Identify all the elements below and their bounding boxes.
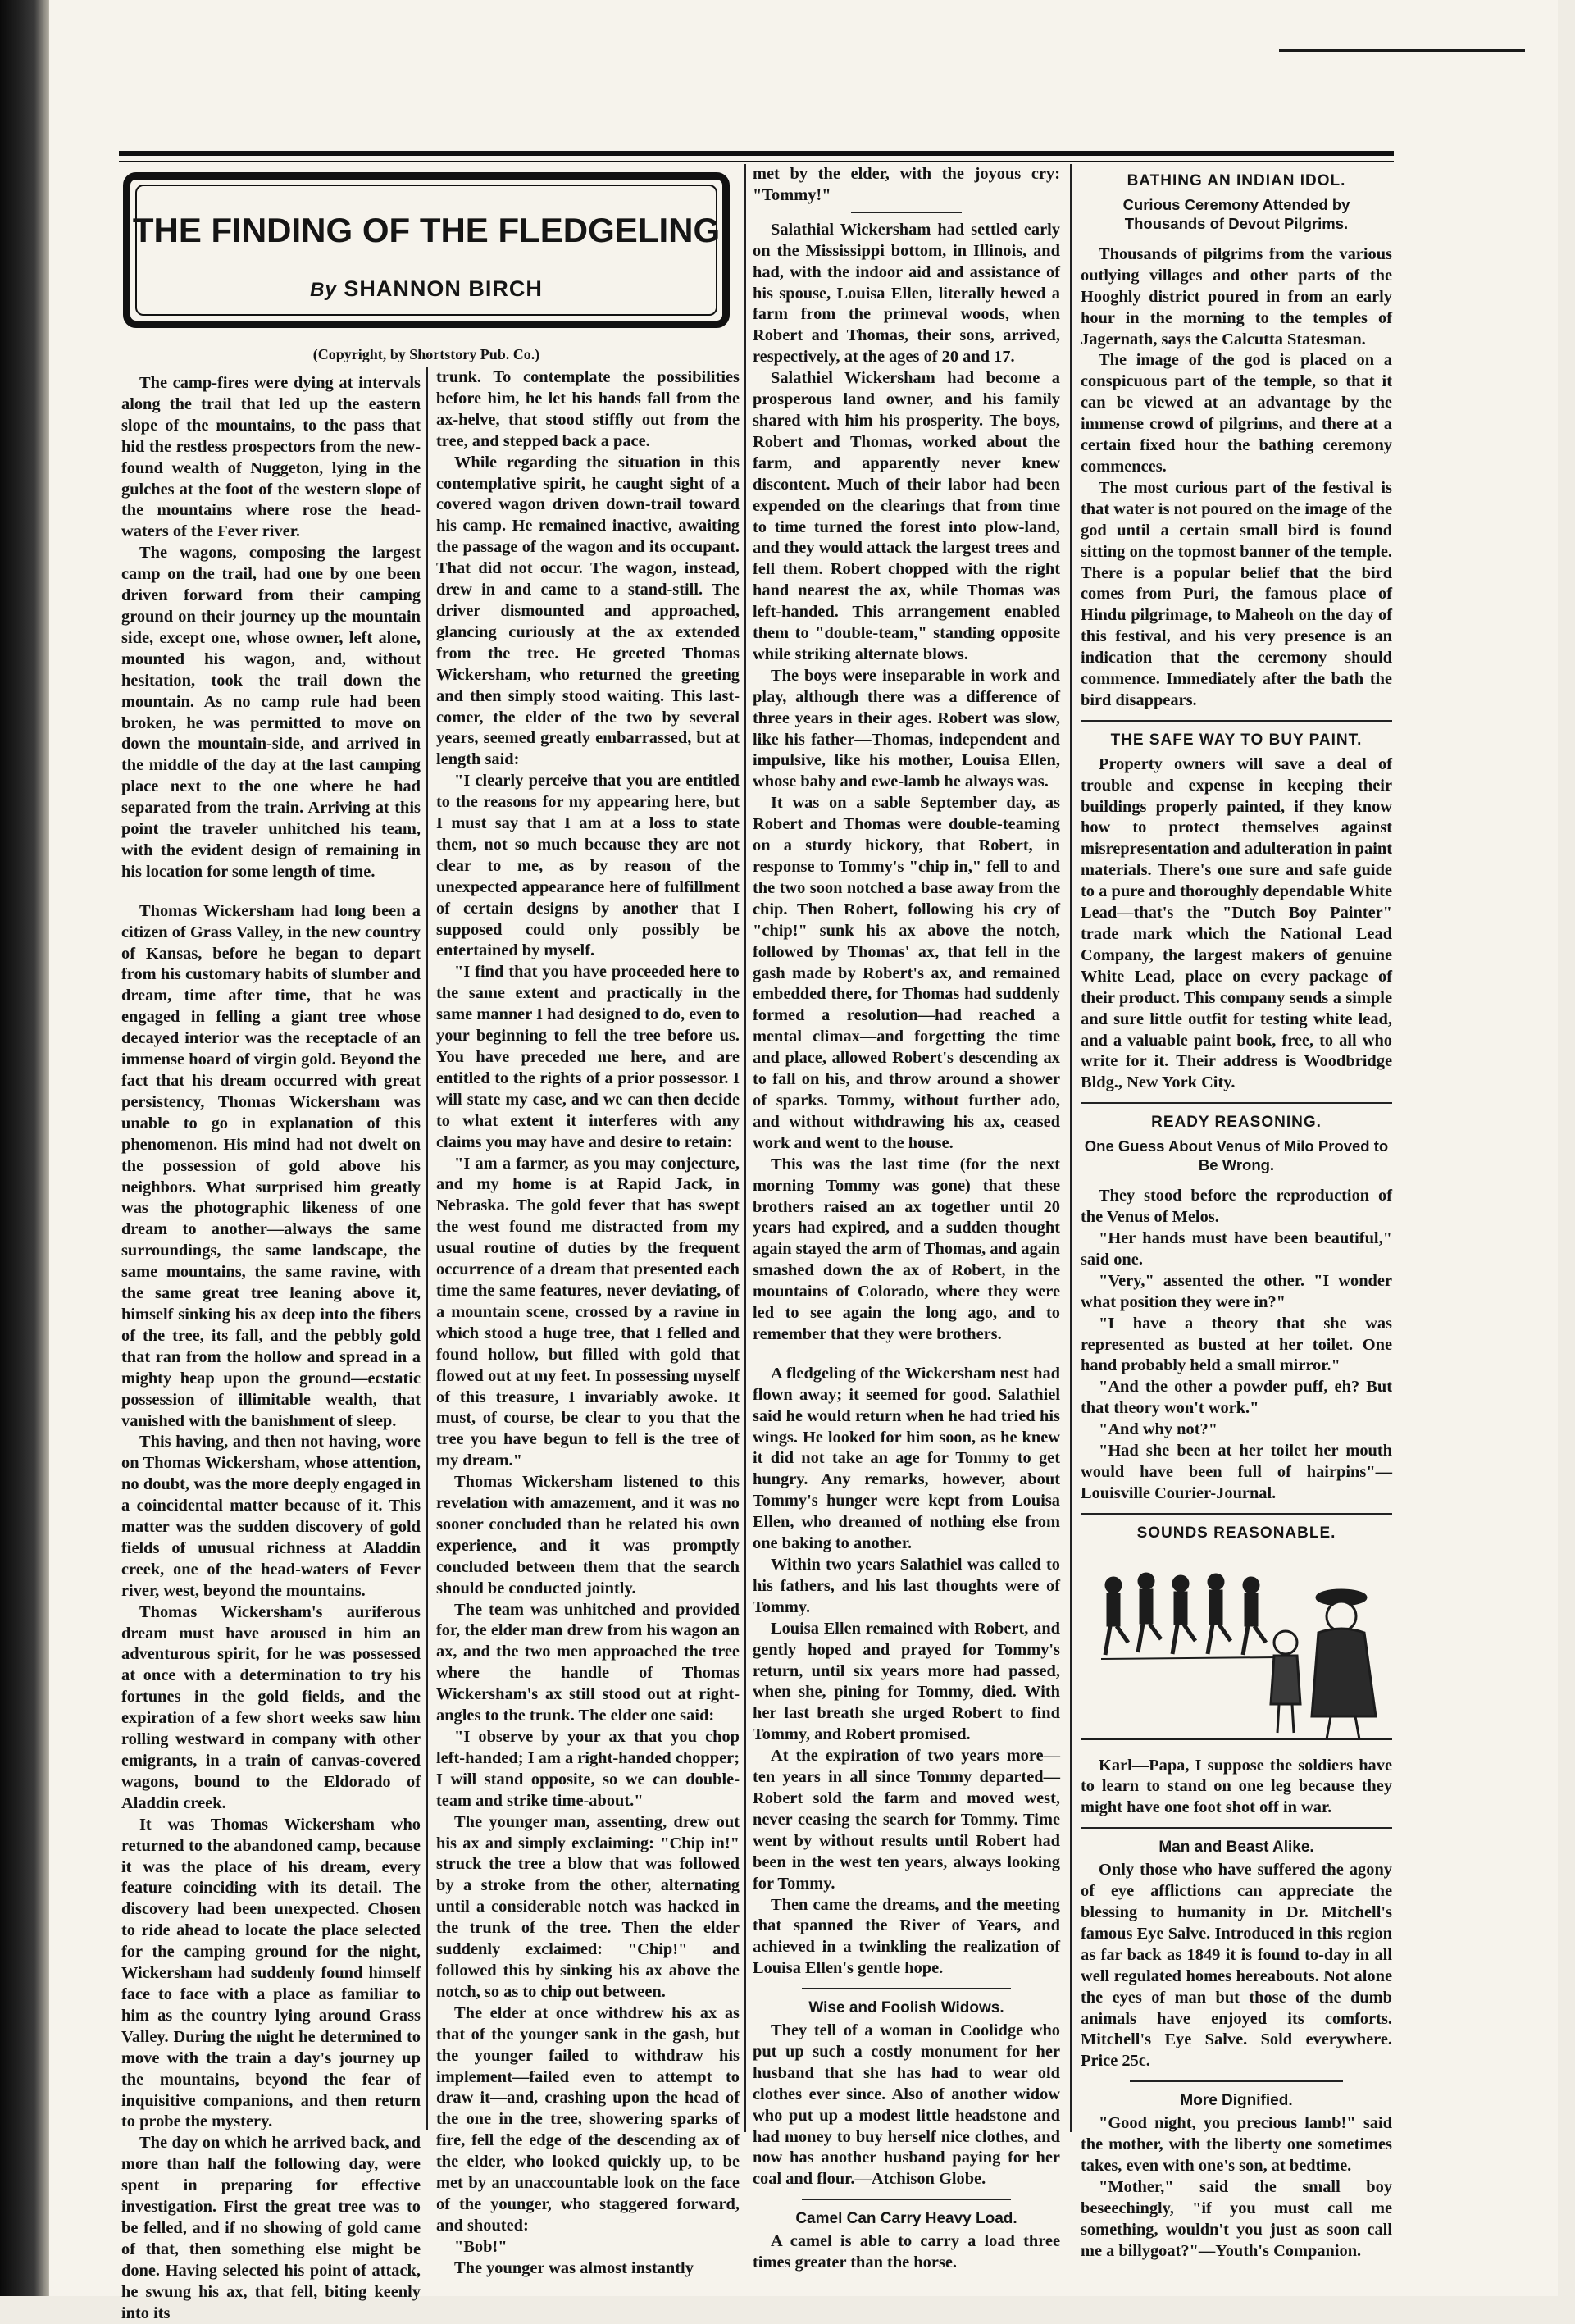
- story-paragraph: A fledgeling of the Wickersham nest had flown away; it seemed for good. Salathiel said he would return when he had tried his wings. He looked for him soon, as he knew it did not take an age for Tommy to get hungry. Any remarks, however, about Tommy's hunger were kept from Louisa Ellen, who dreamed of nothing else from one baking to another.: [753, 1364, 1060, 1553]
- paragraph-gap: [753, 1346, 1060, 1364]
- story-paragraph: This having, and then not having, wore on Thomas Wickersham, whose attention, no doubt, was the more deeply engaged in a coincidental matter because of it. This matter was the sudden discovery of gold fields of unusual richness at Aladdin creek, one of the head-waters of Fever river, west, beyond the mountains.: [121, 1433, 421, 1600]
- sounds-caption: Karl—Papa, I suppose the soldiers have to learn to stand on one leg because they might have one foot shot off in war.: [1081, 1756, 1392, 1817]
- page-corner-rule: [1279, 49, 1525, 84]
- copyright-line: (Copyright, by Shortstory Pub. Co.): [312, 346, 540, 362]
- column-divider-2: [744, 164, 746, 2132]
- camel-heading: Camel Can Carry Heavy Load.: [795, 2210, 1017, 2228]
- byline-author: SHANNON BIRCH: [344, 276, 543, 301]
- reasoning-paragraph: "Her hands must have been beautiful," said one.: [1081, 1228, 1392, 1269]
- sounds-heading: SOUNDS REASONABLE.: [1136, 1524, 1336, 1542]
- right-column: [1081, 164, 1392, 2262]
- story-paragraph: Thomas Wickersham listened to this revelation with amazement, and it was no sooner concluded than he related his own experience, and it was promptly concluded between them that the search should be conducted jointly.: [436, 1473, 740, 1597]
- story-title: THE FINDING OF THE FLEDGELING: [132, 211, 721, 249]
- section-divider: [1081, 1513, 1392, 1515]
- idol-paragraph: Thousands of pilgrims from the various outlying villages and other parts of the Hooghly district poured in from an early hour in the morning to the temples of Jagernath, says the Calcutta Statesman.: [1081, 244, 1392, 349]
- story-paragraph: The day on which he arrived back, and more than half the following day, were spent in preparing for effective investigation. First the great tree was to be felled, and if no showing of gold came of that, then something else might be done. Having selected his point of attack, he swung his ax, that fell, biting keenly into its: [121, 2134, 421, 2322]
- story-column-1: [121, 373, 421, 2324]
- story-paragraph: "Bob!": [454, 2237, 508, 2256]
- story-paragraph: It was on a sable September day, as Robert and Thomas were double-teaming on a sturdy hickory, that Robert, in response to Tommy's "chip in," fell to and the two soon notched a base away from the chip. Then Robert, following his cry of "chip!" sunk his ax above the notch, followed by Thomas' ax, that fell in the gash made by Robert's ax, and remained embedded there, for Thomas had suddenly formed a resolution—had reached a mental climax—and forgetting the time and place, allowed Robert's descending ax to fall on his, and throw around a shower of sparks. Tommy, without further ado, and without withdrawing his ax, ceased work and went to the house.: [753, 794, 1060, 1152]
- story-paragraph: The boys were inseparable in work and play, although there was a difference of three years in their ages. Robert was slow, like his father—Thomas, independent and impulsive, like his mother, Louisa Ellen, whose baby and ewe-lamb he always was.: [753, 666, 1060, 791]
- story-paragraph: met by the elder, with the joyous cry: "Tommy!": [753, 165, 1060, 204]
- widows-heading: Wise and Foolish Widows.: [808, 1999, 1004, 2017]
- section-divider: [1130, 2080, 1343, 2082]
- story-paragraph: The younger was almost instantly: [454, 2258, 694, 2277]
- top-rule: [119, 151, 1394, 156]
- story-paragraph: The camp-fires were dying at intervals along the trail that led up the eastern slope of the mountains, to the pass that hid the restless prospectors from the new-found wealth of Nuggeton, lying in the gulches at the foot of the western slope of the mountains where rose the head-waters of the Fever river.: [121, 374, 421, 541]
- paragraph-gap: [121, 883, 421, 901]
- section-divider: [851, 212, 962, 213]
- reasoning-heading: READY REASONING.: [1151, 1114, 1322, 1132]
- column-divider-1: [426, 367, 428, 2130]
- story-paragraph: "I clearly perceive that you are entitled to the reasons for my appearing here, but I must say that I am at a loss to state them, not so much because they are not clear to me, as by reason of the unexpected appearance here of fulfillment of certain designs by another that I supposed could only possibly be entertained by myself.: [436, 772, 740, 960]
- section-divider: [802, 2199, 1011, 2200]
- beast-heading: Man and Beast Alike.: [1158, 1839, 1314, 1857]
- dignified-heading: More Dignified.: [1180, 2092, 1293, 2110]
- story-column-3: [753, 164, 1060, 2274]
- story-paragraph: This was the last time (for the next morning Tommy was gone) that these brothers raised an ax together until 20 years had expired, and a sudden thought again stayed the arm of Thomas, and again smashed down the ax of Robert, in the mountains of Colorado, where they were led to see again the long ago, and to remember that they were brothers.: [753, 1155, 1060, 1343]
- paint-heading: THE SAFE WAY TO BUY PAINT.: [1110, 731, 1363, 749]
- story-paragraph: The wagons, composing the largest camp on the trail, had one by one been driven forward from their camping ground on their journey up the mountain side, except one, whose owner, left alone, mounted his wagon, and, without hesitation, took the trail down the mountain. As no camp rule had been broken, he was permitted to move on down the mountain-side, and arrived in the middle of the day at the last camping place next to the one where he had separated from the train. Arriving at this point the traveler unhitched his team, with the evident design of remaining in his location for some length of time.: [121, 544, 421, 881]
- story-paragraph: Within two years Salathiel was called to his fathers, and his last thoughts were of Tommy.: [753, 1556, 1060, 1616]
- story-paragraph: It was Thomas Wickersham who returned to the abandoned camp, because it was the place of his dream, every feature coinciding with its detail. The discovery had been unexpected. Chosen to ride ahead to locate the place selected for the camping ground for the night, Wickersham had suddenly found himself face to face with a place as familiar to him as the country lying around Grass Valley. During the night he determined to move with the train a day's journey up the mountains, beyond the fear of inquisitive companions, and then return to probe the mystery.: [121, 1815, 421, 2131]
- idol-heading: BATHING AN INDIAN IDOL.: [1127, 172, 1346, 189]
- story-paragraph: Then came the dreams, and the meeting that spanned the River of Years, and achieved in a twinkling the realization of Louisa Ellen's gentle hope.: [753, 1895, 1060, 1978]
- story-paragraph: At the expiration of two years more—ten years in all since Tommy departed—Robert sold the farm and moved west, never ceasing the search for Tommy. Time went by without results until Robert had been in the west ten years, always looking for Tommy.: [753, 1747, 1060, 1893]
- reasoning-paragraph: "And why not?": [1099, 1420, 1218, 1439]
- camel-text: A camel is able to carry a load three times greater than the horse.: [753, 2232, 1060, 2272]
- dignified-paragraph: "Mother," said the small boy beseechingly, "if you must call me something, wouldn't you just as soon call me a billygoat?"—Youth's Companion.: [1081, 2177, 1392, 2260]
- top-rule-thin: [119, 161, 1394, 162]
- reasoning-paragraph: "I have a theory that she was represented as busted at her toilet. One hand probably held a small mirror.": [1081, 1314, 1392, 1375]
- story-column-2: [436, 367, 740, 2280]
- story-paragraph: Thomas Wickersham had long been a citizen of Grass Valley, in the new country of Kansas, before he began to depart from his customary habits of slumber and dream, time after time, that he was engaged in felling a giant tree whose decayed interior was the receptacle of an immense hoard of virgin gold. Beyond the fact that his dream occurred with great persistency, Thomas Wickersham was unable to go in explanation of this phenomenon. His mind had not dwelt on the possession of gold above his neighbors. What surprised him greatly was the photographic likeness of one dream to another—always the same surroundings, the same landscape, the same mountains, the same ravine, with the same great tree leaning above it, himself sinking his ax deep into the fibers of the tree, its fall, and the pebbly gold that ran from the hollow and spread in a mighty heap upon the ground—ecstatic possession of illimitable wealth, that vanished with the banishment of sleep.: [121, 901, 421, 1430]
- story-paragraph: The team was unhitched and provided for, the elder man drew from his wagon an ax, and the two men approached the tree where the handle of Thomas Wickersham's ax still stood out at right-angles to the trunk. The elder one said:: [436, 1600, 740, 1725]
- title-box: [123, 172, 730, 328]
- section-divider: [1081, 1102, 1392, 1104]
- dignified-paragraph: "Good night, you precious lamb!" said the mother, with the liberty one sometimes takes, even with one's son, at bedtime.: [1081, 2114, 1392, 2175]
- story-paragraph: "I am a farmer, as you may conjecture, and my home is at Rapid Jack, in Nebraska. The gold fever that has swept the west found me distracted from my usual routine of duties by the frequent occurrence of a dream that presented each time the same features, never deviating, of a mountain scene, crossed by a ravine in which stood a huge tree, that I felled and found hollow, but filled with gold that flowed out at my feet. In possessing myself of this treasure, I invariably awoke. It must, of course, be clear to you that the tree you have begun to fell is the tree of my dream.": [436, 1154, 740, 1470]
- byline-prefix: By: [310, 279, 337, 301]
- story-paragraph: "I observe by your ax that you chop left-handed; I am a right-handed chopper; I will stand opposite, so we can double-team and strike time-about.": [436, 1728, 740, 1810]
- idol-subheading: Curious Ceremony Attended by Thousands of Devout Pilgrims.: [1122, 195, 1350, 232]
- beast-text: Only those who have suffered the agony of eye afflictions can appreciate the blessing to humanity in Dr. Mitchell's famous Eye Salve. Introduced in this region as far back as 1849 it is found to-day in all well regulated homes hereabouts. Not alone the eyes of man but those of the dumb animals have enjoyed its comforts. Mitchell's Eye Salve. Sold everywhere. Price 25c.: [1081, 1861, 1392, 2071]
- story-paragraph: The elder at once withdrew his ax as that of the younger sank in the gash, but the younger failed to withdraw his implement—failed even to attempt to draw it—and, crashing upon the head of the one in the tree, showering sparks of fire, fell the edge of the descending ax of the elder, who looked quickly up, to be met by an unaccountable look on the face of the younger, who staggered forward, and shouted:: [436, 2003, 740, 2235]
- reasoning-paragraph: "Had she been at her toilet her mouth would have been full of hairpins"—Louisville Courier-Journal.: [1081, 1442, 1392, 1502]
- idol-paragraph: The most curious part of the festival is that water is not poured on the image of the god until a certain small bird is found sitting on the topmost banner of the temple. There is a popular belief that the bird comes from Puri, the famous place of Hindu pilgrimage, to Maheoh on the day of this festival, and his very presence is an indication that the ceremony should commence. Immediately after the bath the bird disappears.: [1081, 478, 1392, 709]
- story-paragraph: Thomas Wickersham's auriferous dream must have aroused in him an adventurous spirit, for he was possessed at once with a determination to try his fortunes in the gold fields, and the expiration of a few short weeks saw him rolling westward in company with other emigrants, in a train of canvas-covered wagons, bound to the Eldorado of Aladdin creek.: [121, 1602, 421, 1812]
- story-paragraph: "I find that you have proceeded here to the same extent and practically in the same manner I had designed to do, even to your beginning to fell the tree before us. You have preceded me here, and are entitled to the rights of a prior possessor. I will state my case, and we can then decide to what extent it interferes with any claims you may have and desire to retain:: [436, 963, 740, 1151]
- story-paragraph: While regarding the situation in this contemplative spirit, he caught sight of a covered wagon driven down-trail toward his camp. He remained inactive, awaiting the passage of the wagon and its occupant. That did not occur. The wagon, instead, drew in and came to a stand-still. The driver dismounted and approached, glancing curiously at the ax extended from the tree. He greeted Thomas Wickersham, who returned the greeting and then simply stood waiting. This last-comer, the elder of the two by several years, seemed greatly embarrassed, but at length said:: [436, 453, 740, 769]
- paint-text: Property owners will save a deal of trouble and expense in keeping their buildings properly painted, if they know how to protect themselves against misrepresentation and adulteration in paint materials. There's one sure and safe guide to a pure and thoroughly dependable White Lead—that's the "Dutch Boy Painter" trade mark which the National Lead Company, the largest makers of genuine White Lead, place on every package of their product. This company sends a simple and sure little outfit for testing white lead, and a valuable paint book, free, to all who write for it. Their address is Woodbridge Bldg., New York City.: [1081, 754, 1392, 1092]
- reasoning-paragraph: They stood before the reproduction of the Venus of Melos.: [1081, 1187, 1392, 1227]
- story-paragraph: Louisa Ellen remained with Robert, and gently hoped and prayed for Tommy's return, until six years more had passed, when she, pining for Tommy, died. With her last breath she urged Robert to find Tommy, and Robert promised.: [753, 1619, 1060, 1744]
- story-byline: [130, 276, 722, 302]
- widows-text: They tell of a woman in Coolidge who put up such a costly monument for her husband that she has had to wear old clothes ever since. Also of another widow who put up a modest little headstone and had money to buy herself nice clothes, and now has another husband paying for her coal and flour.—Atchison Globe.: [753, 2021, 1060, 2189]
- story-paragraph: The younger man, assenting, drew out his ax and simply exclaiming: "Chip in!" struck the tree a blow that was followed by a stroke from the other, alternating until a considerable notch was hacked in the trunk of the tree. Then the elder suddenly exclaimed: "Chip!" and followed this by sinking his ax above the notch, so as to chip out between.: [436, 1812, 740, 2001]
- idol-paragraph: The image of the god is placed on a conspicuous part of the temple, so that it can be viewed at an advantage by the immense crowd of pilgrims, and there at a certain fixed hour the bathing ceremony commences.: [1081, 351, 1392, 476]
- page-binding-edge: [0, 0, 49, 2296]
- reasoning-paragraph: "Very," assented the other. "I wonder what position they were in?": [1081, 1271, 1392, 1311]
- section-divider: [802, 1988, 1011, 1989]
- story-paragraph: Salathial Wickersham had settled early on the Mississippi bottom, in Illinois, and had, with the indoor aid and assistance of his spouse, Louisa Ellen, literally hewed a farm from the primeval woods, when Robert and Thomas, their sons, arrived, respectively, at the ages of 20 and 17.: [753, 220, 1060, 367]
- column-divider-3: [1070, 164, 1072, 2132]
- section-divider: [1081, 720, 1392, 722]
- story-paragraph: Salathiel Wickersham had become a prosperous land owner, and his family shared with him his prosperity. The boys, Robert and Thomas, worked about the farm, and apparently never knew discontent. Much of their labor had been expended on the clearings that from time to time turned the forest into plow-land, and they would attack the largest trees and fell them. Robert chopped with the right hand nearest the ax, while Thomas was left-handed. This arrangement enabled them to "double-team," standing opposite while striking alternate blows.: [753, 369, 1060, 663]
- reasoning-subheading: One Guess About Venus of Milo Proved to Be Wrong.: [1084, 1137, 1389, 1174]
- story-paragraph: trunk. To contemplate the possibilities before him, he let his hands fall from the ax-helve, that stood stiffly out from the tree, and stepped back a pace.: [436, 368, 740, 450]
- soldiers-cartoon-illustration: [1081, 1552, 1392, 1741]
- section-divider: [1081, 1827, 1392, 1829]
- reasoning-paragraph: "And the other a powder puff, eh? But that theory won't work.": [1081, 1378, 1392, 1418]
